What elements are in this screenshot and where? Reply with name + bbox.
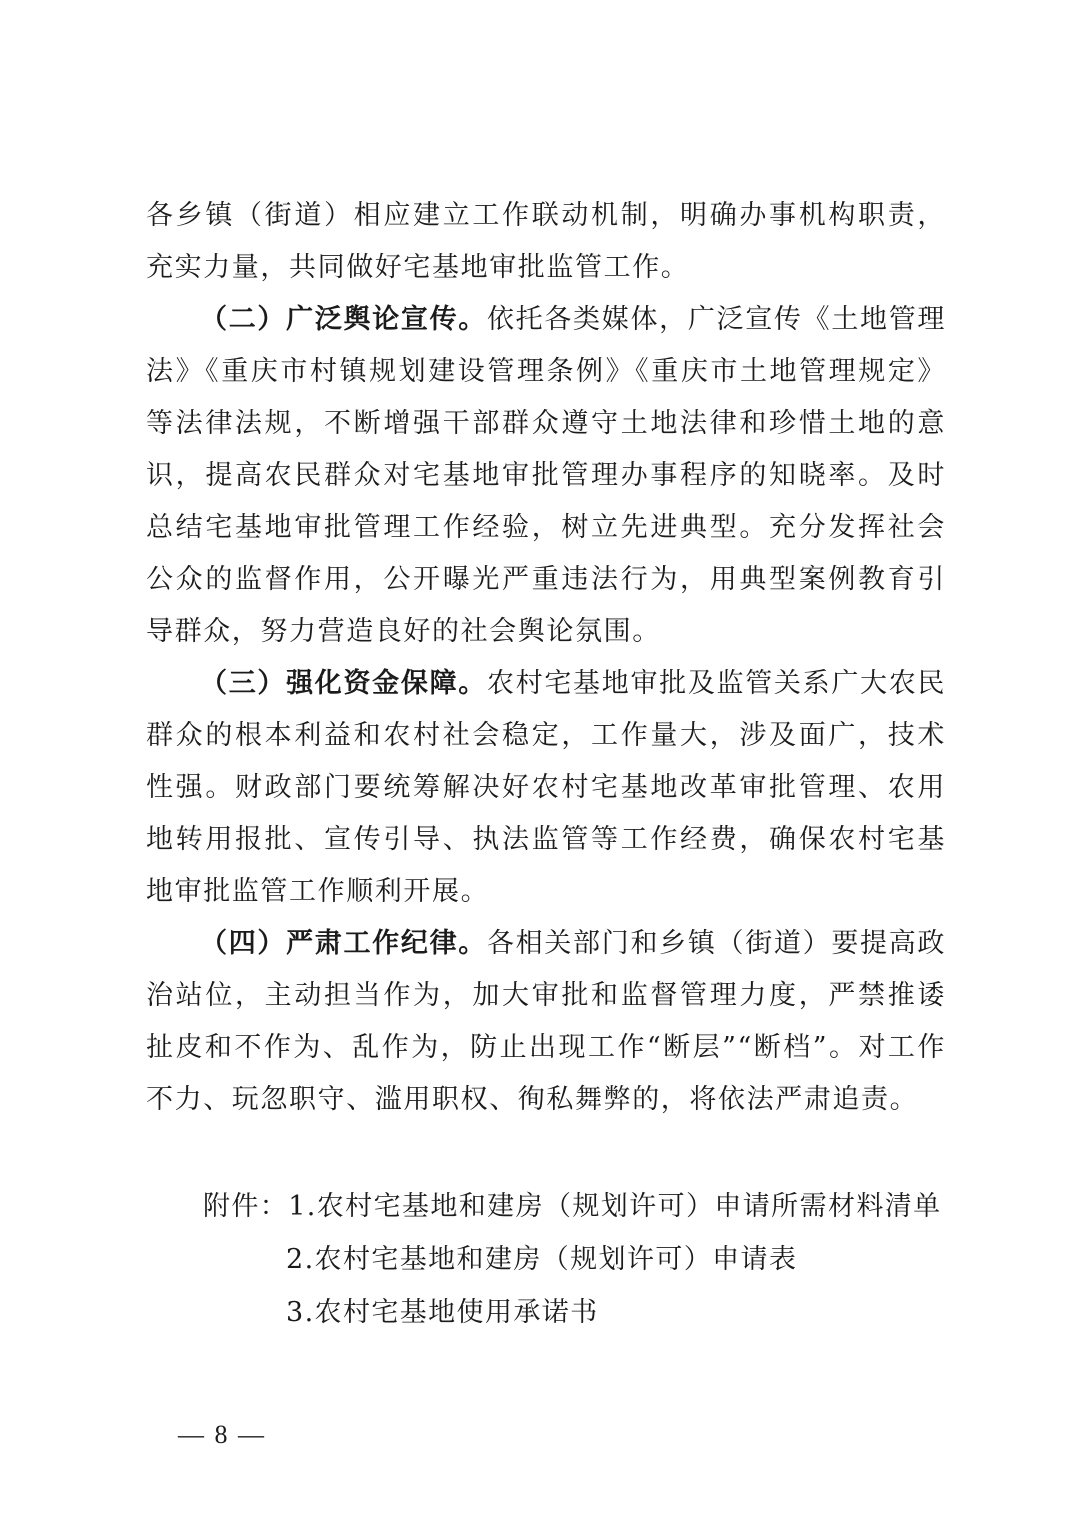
section-discipline-heading: （四）严肃工作纪律。 [200,928,487,959]
intro-paragraph: 各乡镇（街道）相应建立工作联动机制，明确办事机构职责，充实力量，共同做好宅基地审批监管工作。 [146,200,946,283]
section-funding-text: 农村宅基地审批及监管关系广大农民群众的根本利益和农村社会稳定，工作量大，涉及面广，技术性强。财政部门要统筹解决好农村宅基地改革审批管理、农用地转用报批、宣传引导、执法监管等工作经费，确保农村宅基地审批监管工作顺利开展。 [146,668,947,907]
section-publicity-heading: （二）广泛舆论宣传。 [200,304,487,335]
section-funding [146,658,946,918]
section-publicity-text: 依托各类媒体，广泛宣传《土地管理法》《重庆市村镇规划建设管理条例》《重庆市土地管理规定》等法律法规，不断增强干部群众遵守土地法律和珍惜土地的意识，提高农民群众对宅基地审批管理办事程序的知晓率。及时总结宅基地审批管理工作经验，树立先进典型。充分发挥社会公众的监督作用，公开曝光严重违法行为，用典型案例教育引导群众，努力营造良好的社会舆论氛围。 [146,304,947,647]
section-discipline-text: 各相关部门和乡镇（街道）要提高政治站位，主动担当作为，加大审批和监督管理力度，严禁推诿扯皮和不作为、乱作为，防止出现工作“断层”“断档”。对工作不力、玩忽职守、滥用职权、徇私舞弊的，将依法严肃追责。 [146,928,947,1115]
section-funding-heading: （三）强化资金保障。 [200,668,487,699]
attachment-item-1: 1.农村宅基地和建房（规划许可）申请所需材料清单 [288,1191,942,1222]
attachments-label: 附件： [203,1191,289,1222]
page-number: — 8 — [178,1420,266,1449]
attachments-list [203,1180,963,1339]
section-publicity [146,294,946,658]
attachment-item-3: 3.农村宅基地使用承诺书 [286,1297,599,1328]
section-discipline [146,918,946,1126]
document-body [146,190,946,1126]
attachment-first-line [203,1180,963,1233]
attachment-item-2: 2.农村宅基地和建房（规划许可）申请表 [286,1244,798,1275]
